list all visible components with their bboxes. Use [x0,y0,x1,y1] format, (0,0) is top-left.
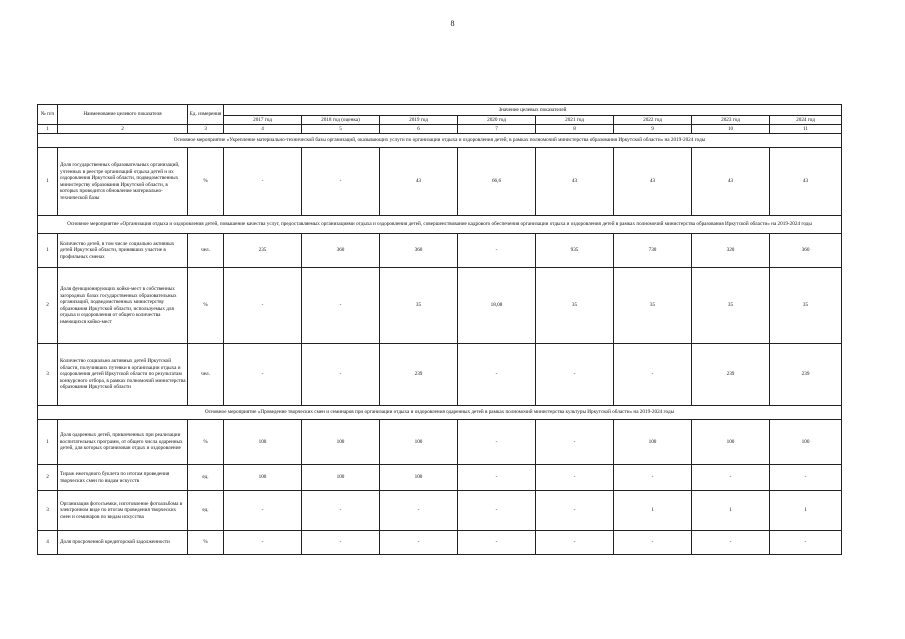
unit: % [188,531,224,555]
value-cell: 43 [770,148,842,216]
value-cell: - [458,344,536,406]
value-cell: - [224,344,302,406]
table-row [38,148,842,216]
row-num: 2 [38,465,58,491]
value-cell: 239 [692,344,770,406]
value-cell: - [380,531,458,555]
header-year: 2019 год [380,116,458,125]
row-num: 4 [38,531,58,555]
value-cell: 35 [614,268,692,344]
header-year: 2021 год [536,116,614,125]
header-name: Наименование целевого показателя [58,105,188,125]
value-cell: - [224,268,302,344]
section-row [38,406,842,420]
value-cell: - [458,531,536,555]
table-row [38,491,842,531]
value-cell: 43 [692,148,770,216]
value-cell: - [224,148,302,216]
value-cell: - [614,344,692,406]
value-cell: 100 [380,420,458,465]
col-number: 6 [380,125,458,134]
row-num: 1 [38,420,58,465]
unit: % [188,148,224,216]
indicator-name: Доля просроченной кредиторской задолженности [58,531,188,555]
indicator-name: Организация фотосъемки, изготовление фотоальбома в электронном виде по итогам проведения творческих смен и семинаров по видам искусства [58,491,188,531]
section-row [38,134,842,148]
header-values-group: Значение целевых показателей [224,105,842,116]
col-number: 11 [770,125,842,134]
unit: чел. [188,234,224,268]
value-cell: - [302,531,380,555]
value-cell: - [224,531,302,555]
col-number: 7 [458,125,536,134]
header-year: 2022 год [614,116,692,125]
value-cell: 360 [380,234,458,268]
value-cell: 100 [224,465,302,491]
row-num: 3 [38,344,58,406]
value-cell: 100 [302,420,380,465]
table-row [38,465,842,491]
unit: % [188,268,224,344]
indicator-name: Доля одаренных детей, привлеченных при реализации воспитательных программ, от общего числа одаренных детей, для которых организован отдых и оздоровление [58,420,188,465]
row-num: 1 [38,148,58,216]
value-cell: - [302,148,380,216]
header-year: 2017 год [224,116,302,125]
value-cell: - [536,420,614,465]
value-cell: 320 [692,234,770,268]
value-cell: 1 [692,491,770,531]
unit: ед. [188,465,224,491]
header-year: 2023 год [692,116,770,125]
row-num: 1 [38,234,58,268]
header-year: 2024 год [770,116,842,125]
col-number: 5 [302,125,380,134]
value-cell: 360 [302,234,380,268]
value-cell: 100 [770,420,842,465]
unit: ед. [188,491,224,531]
value-cell: - [458,420,536,465]
value-cell: 360 [770,234,842,268]
page-number: 8 [450,19,455,28]
value-cell: 35 [692,268,770,344]
col-number: 9 [614,125,692,134]
header-unit: Ед. измерения [188,105,224,125]
table-row [38,268,842,344]
value-cell: - [458,465,536,491]
value-cell: - [692,531,770,555]
value-cell: - [770,531,842,555]
value-cell: - [536,465,614,491]
indicator-name: Тираж ежегодного буклета по итогам проведения творческих смен по видам искусств [58,465,188,491]
value-cell: 35 [380,268,458,344]
value-cell: - [536,531,614,555]
value-cell: - [614,531,692,555]
value-cell: 1 [614,491,692,531]
header-year: 2020 год [458,116,536,125]
value-cell: 35 [770,268,842,344]
indicator-name: Количество детей, в том числе социально активных детей Иркутской области, принявших участие в профильных сменах [58,234,188,268]
col-number: 4 [224,125,302,134]
row-num: 2 [38,268,58,344]
value-cell: 100 [692,420,770,465]
value-cell: 43 [614,148,692,216]
value-cell: 239 [770,344,842,406]
indicator-name: Доля функционирующих койко-мест в собственных загородных базах государственных образовательных организаций, подведомственных министерству образования Иркутской области, используемых для отдыха и оздоровления от общего количества имеющихся койко-мест [58,268,188,344]
section-row [38,216,842,234]
value-cell: 66,6 [458,148,536,216]
table-row [38,234,842,268]
table-row [38,420,842,465]
table-row [38,531,842,555]
header-num: № п/п [38,105,58,125]
value-cell: - [302,268,380,344]
value-cell: - [770,465,842,491]
value-cell: 100 [224,420,302,465]
unit: чел. [188,344,224,406]
value-cell: 1 [770,491,842,531]
indicator-name: Количество социально активных детей Иркутской области, получивших путевки в организации отдыха и оздоровления детей Иркутской области по результатам конкурсного отбора, в рамках полномочий министерства образования Иркутской области [58,344,188,406]
value-cell: - [614,465,692,491]
value-cell: - [458,234,536,268]
col-number: 10 [692,125,770,134]
col-number: 2 [58,125,188,134]
value-cell: 18,08 [458,268,536,344]
value-cell: 730 [614,234,692,268]
unit: % [188,420,224,465]
value-cell: 43 [536,148,614,216]
value-cell: 35 [536,268,614,344]
indicators-table [37,104,842,555]
value-cell: 100 [380,465,458,491]
section-title: Основное мероприятие «Проведение творческих смен и семинаров при организации отдыха и оздоровления одаренных детей в рамках полномочий министерства культуры Иркутской области» на 2019-2024 годы [38,406,842,420]
col-number: 1 [38,125,58,134]
value-cell: - [536,491,614,531]
col-number: 3 [188,125,224,134]
value-cell: - [458,491,536,531]
header-year: 2018 год (оценка) [302,116,380,125]
value-cell: 239 [380,344,458,406]
value-cell: - [302,344,380,406]
section-title: Основное мероприятие «Укрепление материально-технической базы организаций, оказывающих услуги по организации отдыха и оздоровления детей, в рамках полномочий министерства образования Иркутской области» на 2019-2024 годы [38,134,842,148]
value-cell: 235 [224,234,302,268]
value-cell: - [536,344,614,406]
section-title: Основное мероприятие «Организация отдыха и оздоровления детей, повышение качества услуг, предоставляемых организациями отдыха и оздоровления детей, совершенствование кадрового обеспечения организации отдыха и оздоровления детей в рамках полномочий министерства образования Иркутской области» на 2019-2024 годы [38,216,842,234]
value-cell: - [380,491,458,531]
value-cell: 935 [536,234,614,268]
value-cell: 100 [614,420,692,465]
value-cell: 100 [302,465,380,491]
table-row [38,344,842,406]
row-num: 3 [38,491,58,531]
value-cell: - [302,491,380,531]
value-cell: 43 [380,148,458,216]
col-number: 8 [536,125,614,134]
value-cell: - [692,465,770,491]
value-cell: - [224,491,302,531]
indicator-name: Доля государственных образовательных организаций, учтенных в реестре организаций отдыха детей и их оздоровления Иркутской области, подведомственных министерству образования Иркутской области, в которых проводится обновление материально-технической базы [58,148,188,216]
